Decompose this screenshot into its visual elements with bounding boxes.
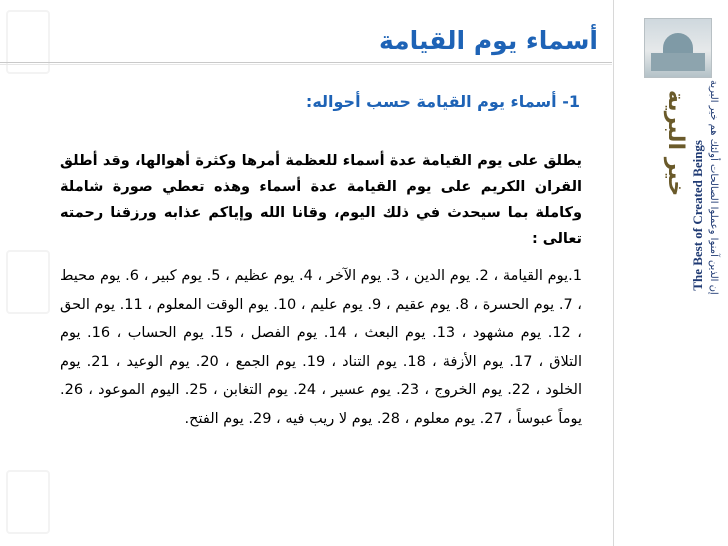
mosque-base-icon xyxy=(651,53,705,71)
section-subheading: 1- أسماء يوم القيامة حسب أحواله: xyxy=(305,92,580,111)
names-list: 1.يوم القيامة ، 2. يوم الدين ، 3. يوم الآخر ، 4. يوم عظيم ، 5. يوم كبير ، 6. يوم محيط ، 7. يوم الحسرة ، 8. يوم عقيم ، 9. يوم عليم ، 10. يوم الوقت المعلوم ، 11. يوم الحق ، 12. يوم مشهود ، 13. يوم البعث ، 14. يوم الفصل ، 15. يوم الحساب ، 16. يوم التلاق ، 17. يوم الأزفة ، 18. يوم التناد ، 19. يوم الجمع ، 20. يوم الوعيد ، 21. يوم الخلود ، 22. يوم الخروج ، 23. يوم عسير ، 24. يوم التغابن ، 25. اليوم الموعود ، 26. يوماً عبوساً ، 27. يوم معلوم ، 28. يوم لا ريب فيه ، 29. يوم الفتح. xyxy=(60,268,582,427)
mosque-thumbnail-image xyxy=(644,18,712,78)
title-divider-shadow xyxy=(0,64,612,65)
mosque-dome-icon xyxy=(663,33,693,55)
title-divider xyxy=(0,62,612,63)
watermark-logo xyxy=(6,470,50,534)
intro-paragraph: يطلق على يوم القيامة عدة أسماء للعظمة أمرها وكثرة أهوالها، وقد أطلق القران الكريم على يوم القيامة عدة أسماء وهذه تعطي صورة شاملة وكاملة بما سيحدث في ذلك اليوم، وقانا الله وإياكم عذابه ورزقنا رحمته تعالى : xyxy=(60,153,582,247)
brand-tagline: إن الذين آمنوا وعملوا الصالحات أولئك هم خير البرية xyxy=(708,80,719,295)
brand-arabic-logo: خير البرية xyxy=(663,90,688,197)
brand-english-logo: The Best of Created Beings xyxy=(690,140,705,291)
slide-title: أسماء يوم القيامة xyxy=(378,26,598,55)
watermark-logo xyxy=(6,250,50,314)
